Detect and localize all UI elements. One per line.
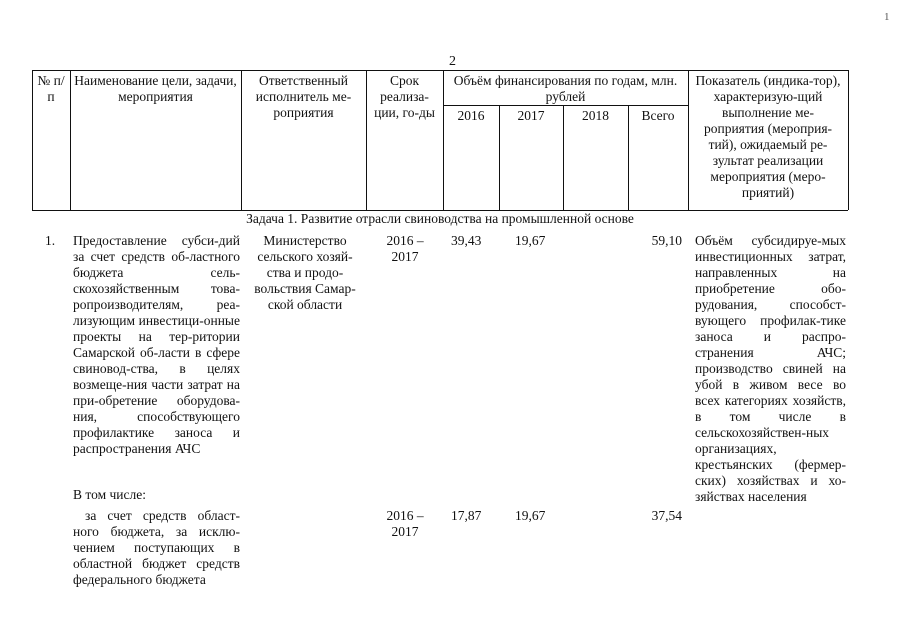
header-volume: Объём финансирования по годам, млн. рублей bbox=[453, 73, 678, 104]
header-executor: Ответственный исполнитель ме-роприятия bbox=[255, 73, 352, 120]
header-num: № п/п bbox=[37, 73, 65, 104]
row1-value-2016: 39,43 bbox=[451, 233, 482, 248]
row1-executor: Министерство сельского хозяй-ства и продо-вольствия Самар-ской области bbox=[254, 233, 356, 312]
row1-indicator: Объём субсидируе-мых инвестиционных затрат, направленных на приобретение обо-рудования, способст-вующего профилак-тике заноса и распро-странения АЧС; производство свиней на убой в живом весе во всех категориях хозяйств, в том числе в сельскохозяйствен-ных организациях, крестьянских (фермер-ских) хозяйствах и хо-зяйствах населения bbox=[695, 233, 846, 504]
header-indicator: Показатель (индика-тор), характеризую-щий выполнение ме-роприятия (мероприя-тий), ожидаемый ре-зультат реализации мероприятия (меро-приятий) bbox=[695, 73, 841, 200]
section-title: Задача 1. Развитие отрасли свиноводства на промышленной основе bbox=[246, 211, 634, 226]
header-total: Всего bbox=[641, 108, 675, 123]
row1-name: Предоставление субси-дий за счет средств об-ластного бюджета сель-скохозяйственным това-ропроизводителям, реа-лизующим инвестици-онные проекты на тер-ритории Самарской об-ласти в сфере свиновод-ства, в целях возмеще-ния части затрат на при-обретение оборудова-ния, способствующего профилактике заноса и распространения АЧС bbox=[73, 233, 240, 456]
row2-term: 2016 – 2017 bbox=[386, 508, 424, 539]
page-number: 2 bbox=[449, 54, 456, 69]
header-name: Наименование цели, задачи, мероприятия bbox=[74, 73, 237, 104]
row2-name: за счет средств област-ного бюджета, за исклю-чением поступающих в областной бюджет средств федерального бюджета bbox=[73, 508, 240, 587]
header-year-2016: 2016 bbox=[457, 108, 485, 123]
header-year-2018: 2018 bbox=[582, 108, 609, 123]
corner-mark: 1 bbox=[884, 11, 890, 23]
row2-total: 37,54 bbox=[651, 508, 682, 523]
row1-value-2017: 19,67 bbox=[515, 233, 546, 248]
row1-total: 59,10 bbox=[651, 233, 682, 248]
row2-value-2016: 17,87 bbox=[451, 508, 482, 523]
header-year-2017: 2017 bbox=[517, 108, 545, 123]
header-term: Срок реализа-ции, го-ды bbox=[374, 73, 435, 120]
row2-value-2017: 19,67 bbox=[515, 508, 546, 523]
including-label: В том числе: bbox=[73, 487, 146, 502]
row1-number: 1. bbox=[45, 233, 56, 248]
row1-term: 2016 – 2017 bbox=[386, 233, 424, 264]
